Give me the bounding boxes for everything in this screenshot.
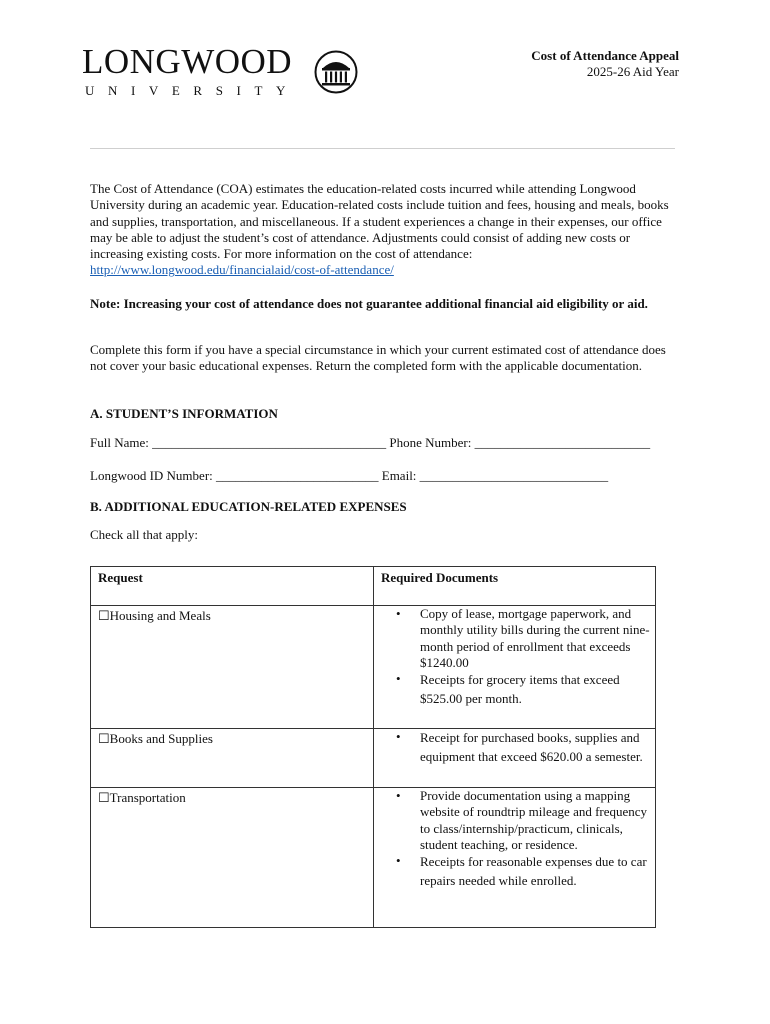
request-column-header: Request	[91, 567, 374, 606]
request-cell	[91, 788, 374, 928]
required-documents-list	[374, 606, 655, 708]
documents-cell	[374, 606, 656, 729]
books-supplies-checkbox[interactable]: ☐Books and Supplies	[98, 731, 213, 746]
documents-column-header: Required Documents	[374, 567, 656, 606]
rotunda-seal-icon	[314, 50, 358, 94]
table-header-row	[91, 567, 656, 606]
transportation-checkbox[interactable]: ☐Transportation	[98, 790, 186, 805]
intro-paragraph	[90, 181, 680, 279]
name-phone-fields[interactable]: Full Name: ____________________________________ Phone Number: ___________________________	[90, 435, 651, 450]
request-cell	[91, 606, 374, 729]
required-documents-list	[374, 729, 655, 766]
cost-of-attendance-link[interactable]: http://www.longwood.edu/financialaid/cost-of-attendance/	[90, 262, 394, 278]
check-all-instruction: Check all that apply:	[90, 527, 198, 542]
note-paragraph: Note: Increasing your cost of attendance does not guarantee additional financial aid eligibility or aid.	[90, 296, 648, 311]
table-row	[91, 729, 656, 788]
university-logo-subtitle: UNIVERSITY	[85, 83, 299, 98]
list-item: • Provide documentation using a mapping website of roundtrip mileage and frequency to class/internship/practicum, clinicals, student teaching, or residence.	[420, 788, 655, 853]
documents-cell	[374, 729, 656, 788]
section-b-heading: B. ADDITIONAL EDUCATION-RELATED EXPENSES	[90, 499, 407, 514]
expenses-table	[90, 566, 656, 928]
instructions-paragraph: Complete this form if you have a special circumstance in which your current estimated cost of attendance does not cover your basic educational expenses. Return the completed form with the applicable documentation.	[90, 342, 666, 374]
university-logo-wordmark: LONGWOOD	[82, 42, 293, 81]
table-row	[91, 606, 656, 729]
header-divider	[90, 148, 675, 149]
section-a-heading: A. STUDENT’S INFORMATION	[90, 406, 278, 421]
list-item: • Receipts for grocery items that exceed $525.00 per month.	[420, 671, 655, 708]
list-item: • Copy of lease, mortgage paperwork, and monthly utility bills during the current nine-month period of enrollment that exceeds $1240.00	[420, 606, 655, 671]
request-cell	[91, 729, 374, 788]
form-header	[531, 48, 679, 80]
intro-text: The Cost of Attendance (COA) estimates the education-related costs incurred while attending Longwood University during an academic year. Education-related costs include tuition and fees, housing and meals, books and supplies, transportation, and miscellaneous. If a student experiences a change in their expenses, our office may be able to adjust the student’s cost of attendance. Adjustments could consist of adding new costs or increasing existing costs. For more information on the cost of attendance:	[90, 181, 669, 262]
documents-cell	[374, 788, 656, 928]
housing-meals-checkbox[interactable]: ☐Housing and Meals	[98, 608, 211, 623]
required-documents-list	[374, 788, 655, 890]
form-title: Cost of Attendance Appeal	[531, 48, 679, 63]
list-item: • Receipts for reasonable expenses due to car repairs needed while enrolled.	[420, 853, 655, 890]
table-row	[91, 788, 656, 928]
id-email-fields[interactable]: Longwood ID Number: _________________________ Email: _____________________________	[90, 468, 609, 483]
list-item: • Receipt for purchased books, supplies and equipment that exceed $620.00 a semester.	[420, 729, 655, 766]
aid-year: 2025-26 Aid Year	[586, 64, 679, 79]
